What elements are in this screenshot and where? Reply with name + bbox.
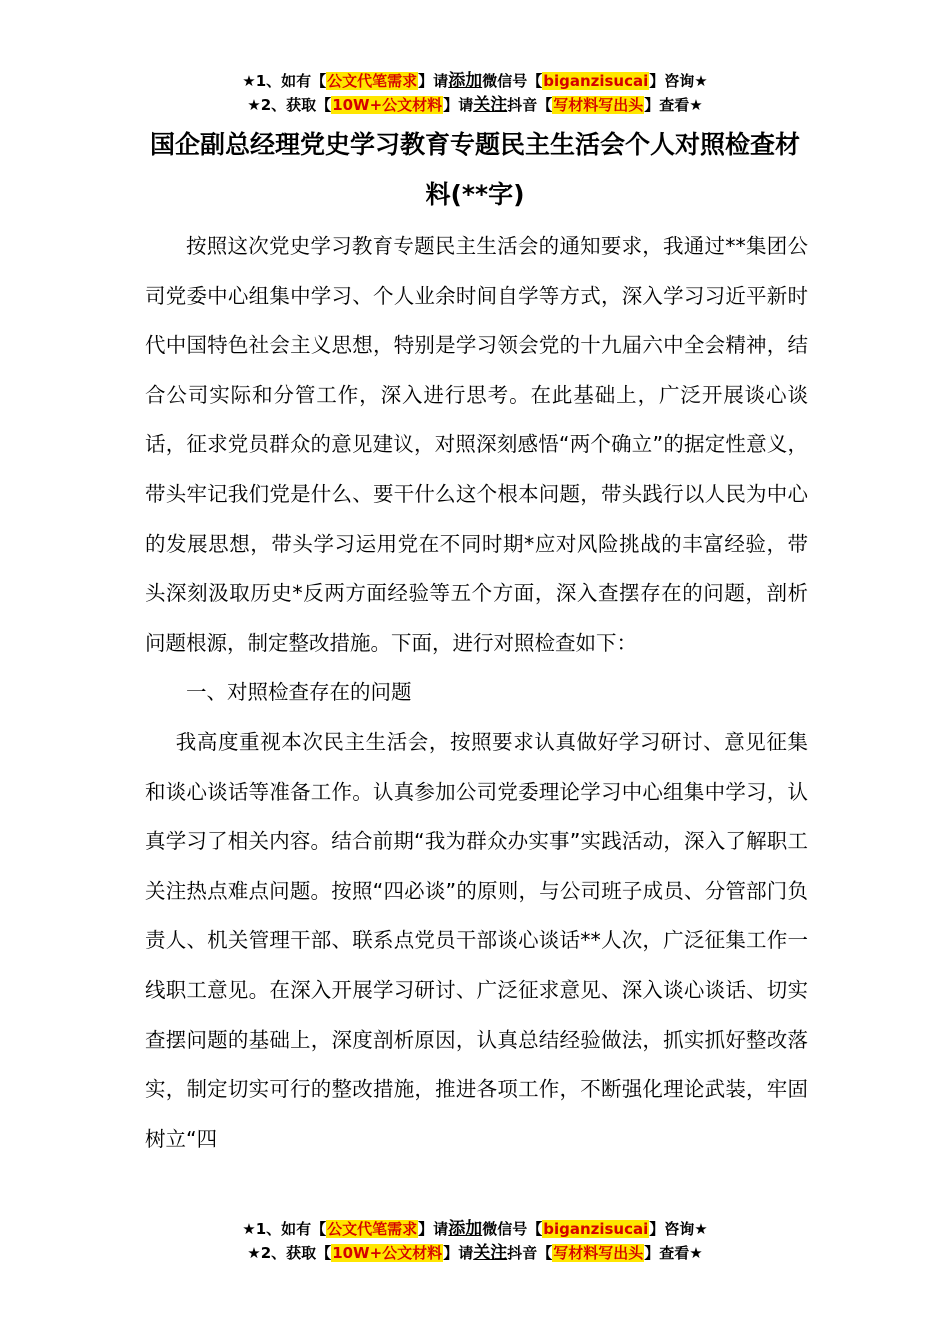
promo-line-1 [0,1217,950,1241]
promo-highlight: 10W+公文材料 [332,1244,443,1262]
promo-text: 】请 [418,72,449,90]
promo-douyin-id: 写材料写出头 [553,1244,644,1262]
promo-emphasis: 添加 [448,71,483,91]
body-paragraph: 我高度重视本次民主生活会，按照要求认真做好学习研讨、意见征集和谈心谈话等准备工作。认真参加公司党委理论学习中心组集中学习，认真学习了相关内容。结合前期“我为群众办实事”实践活动，深入了解职工关注热点难点问题。按照“四必谈”的原则，与公司班子成员、分管部门负责人、机关管理干部、联系点党员干部谈心谈话**人次，广泛征集工作一线职工意见。在深入开展学习研讨、广泛征求意见、深入谈心谈话、切实查摆问题的基础上，深度剖析原因，认真总结经验做法，抓实抓好整改落实，制定切实可行的整改措施，推进各项工作，不断强化理论武装，牢固树立“四 [145,729,808,1151]
promo-line-1 [0,69,950,93]
promo-text: 】咨询★ [649,1220,708,1238]
promo-wechat-id: biganzisucai [543,72,649,90]
promo-highlight: 公文代笔需求 [327,1220,418,1238]
promo-emphasis: 添加 [448,1219,483,1239]
promo-text: ★2、获取【 [247,96,332,114]
promo-text: 】请 [443,1244,474,1262]
promo-line-2 [0,1241,950,1265]
document-body [145,222,808,1164]
promo-line-2 [0,93,950,117]
promo-text: 】查看★ [644,1244,703,1262]
promo-highlight: 10W+公文材料 [332,96,443,114]
promo-highlight: 公文代笔需求 [327,72,418,90]
promo-text: 】请 [418,1220,449,1238]
promo-text: 】查看★ [644,96,703,114]
promo-douyin-id: 写材料写出头 [553,96,644,114]
promo-text: ★2、获取【 [247,1244,332,1262]
header-promo-banner [0,69,950,117]
promo-text: 抖音【 [507,96,553,114]
promo-wechat-id: biganzisucai [543,1220,649,1238]
promo-text: ★1、如有【 [242,72,327,90]
document-title: 国企副总经理党史学习教育专题民主生活会个人对照检查材料(**字) [149,130,800,209]
promo-text: 微信号【 [482,72,543,90]
promo-text: 抖音【 [507,1244,553,1262]
footer-promo-banner [0,1217,950,1265]
section-heading: 一、对照检查存在的问题 [186,680,412,705]
promo-text: 】咨询★ [649,72,708,90]
promo-emphasis: 关注 [473,1243,508,1263]
body-paragraph-intro: 按照这次党史学习教育专题民主生活会的通知要求，我通过**集团公司党委中心组集中学习、个人业余时间自学等方式，深入学习习近平新时代中国特色社会主义思想，特别是学习领会党的十九届六中全会精神，结合公司实际和分管工作，深入进行思考。在此基础上，广泛开展谈心谈话，征求党员群众的意见建议，对照深刻感悟“两个确立”的据定性意义，带头牢记我们党是什么、要干什么这个根本问题，带头践行以人民为中心的发展思想，带头学习运用党在不同时期*应对风险挑战的丰富经验，带头深刻汲取历史*反两方面经验等五个方面，深入查摆存在的问题，剖析问题根源，制定整改措施。下面，进行对照检查如下： [145,234,808,655]
promo-text: 】请 [443,96,474,114]
promo-text: 微信号【 [482,1220,543,1238]
promo-emphasis: 关注 [473,95,508,115]
promo-text: ★1、如有【 [242,1220,327,1238]
